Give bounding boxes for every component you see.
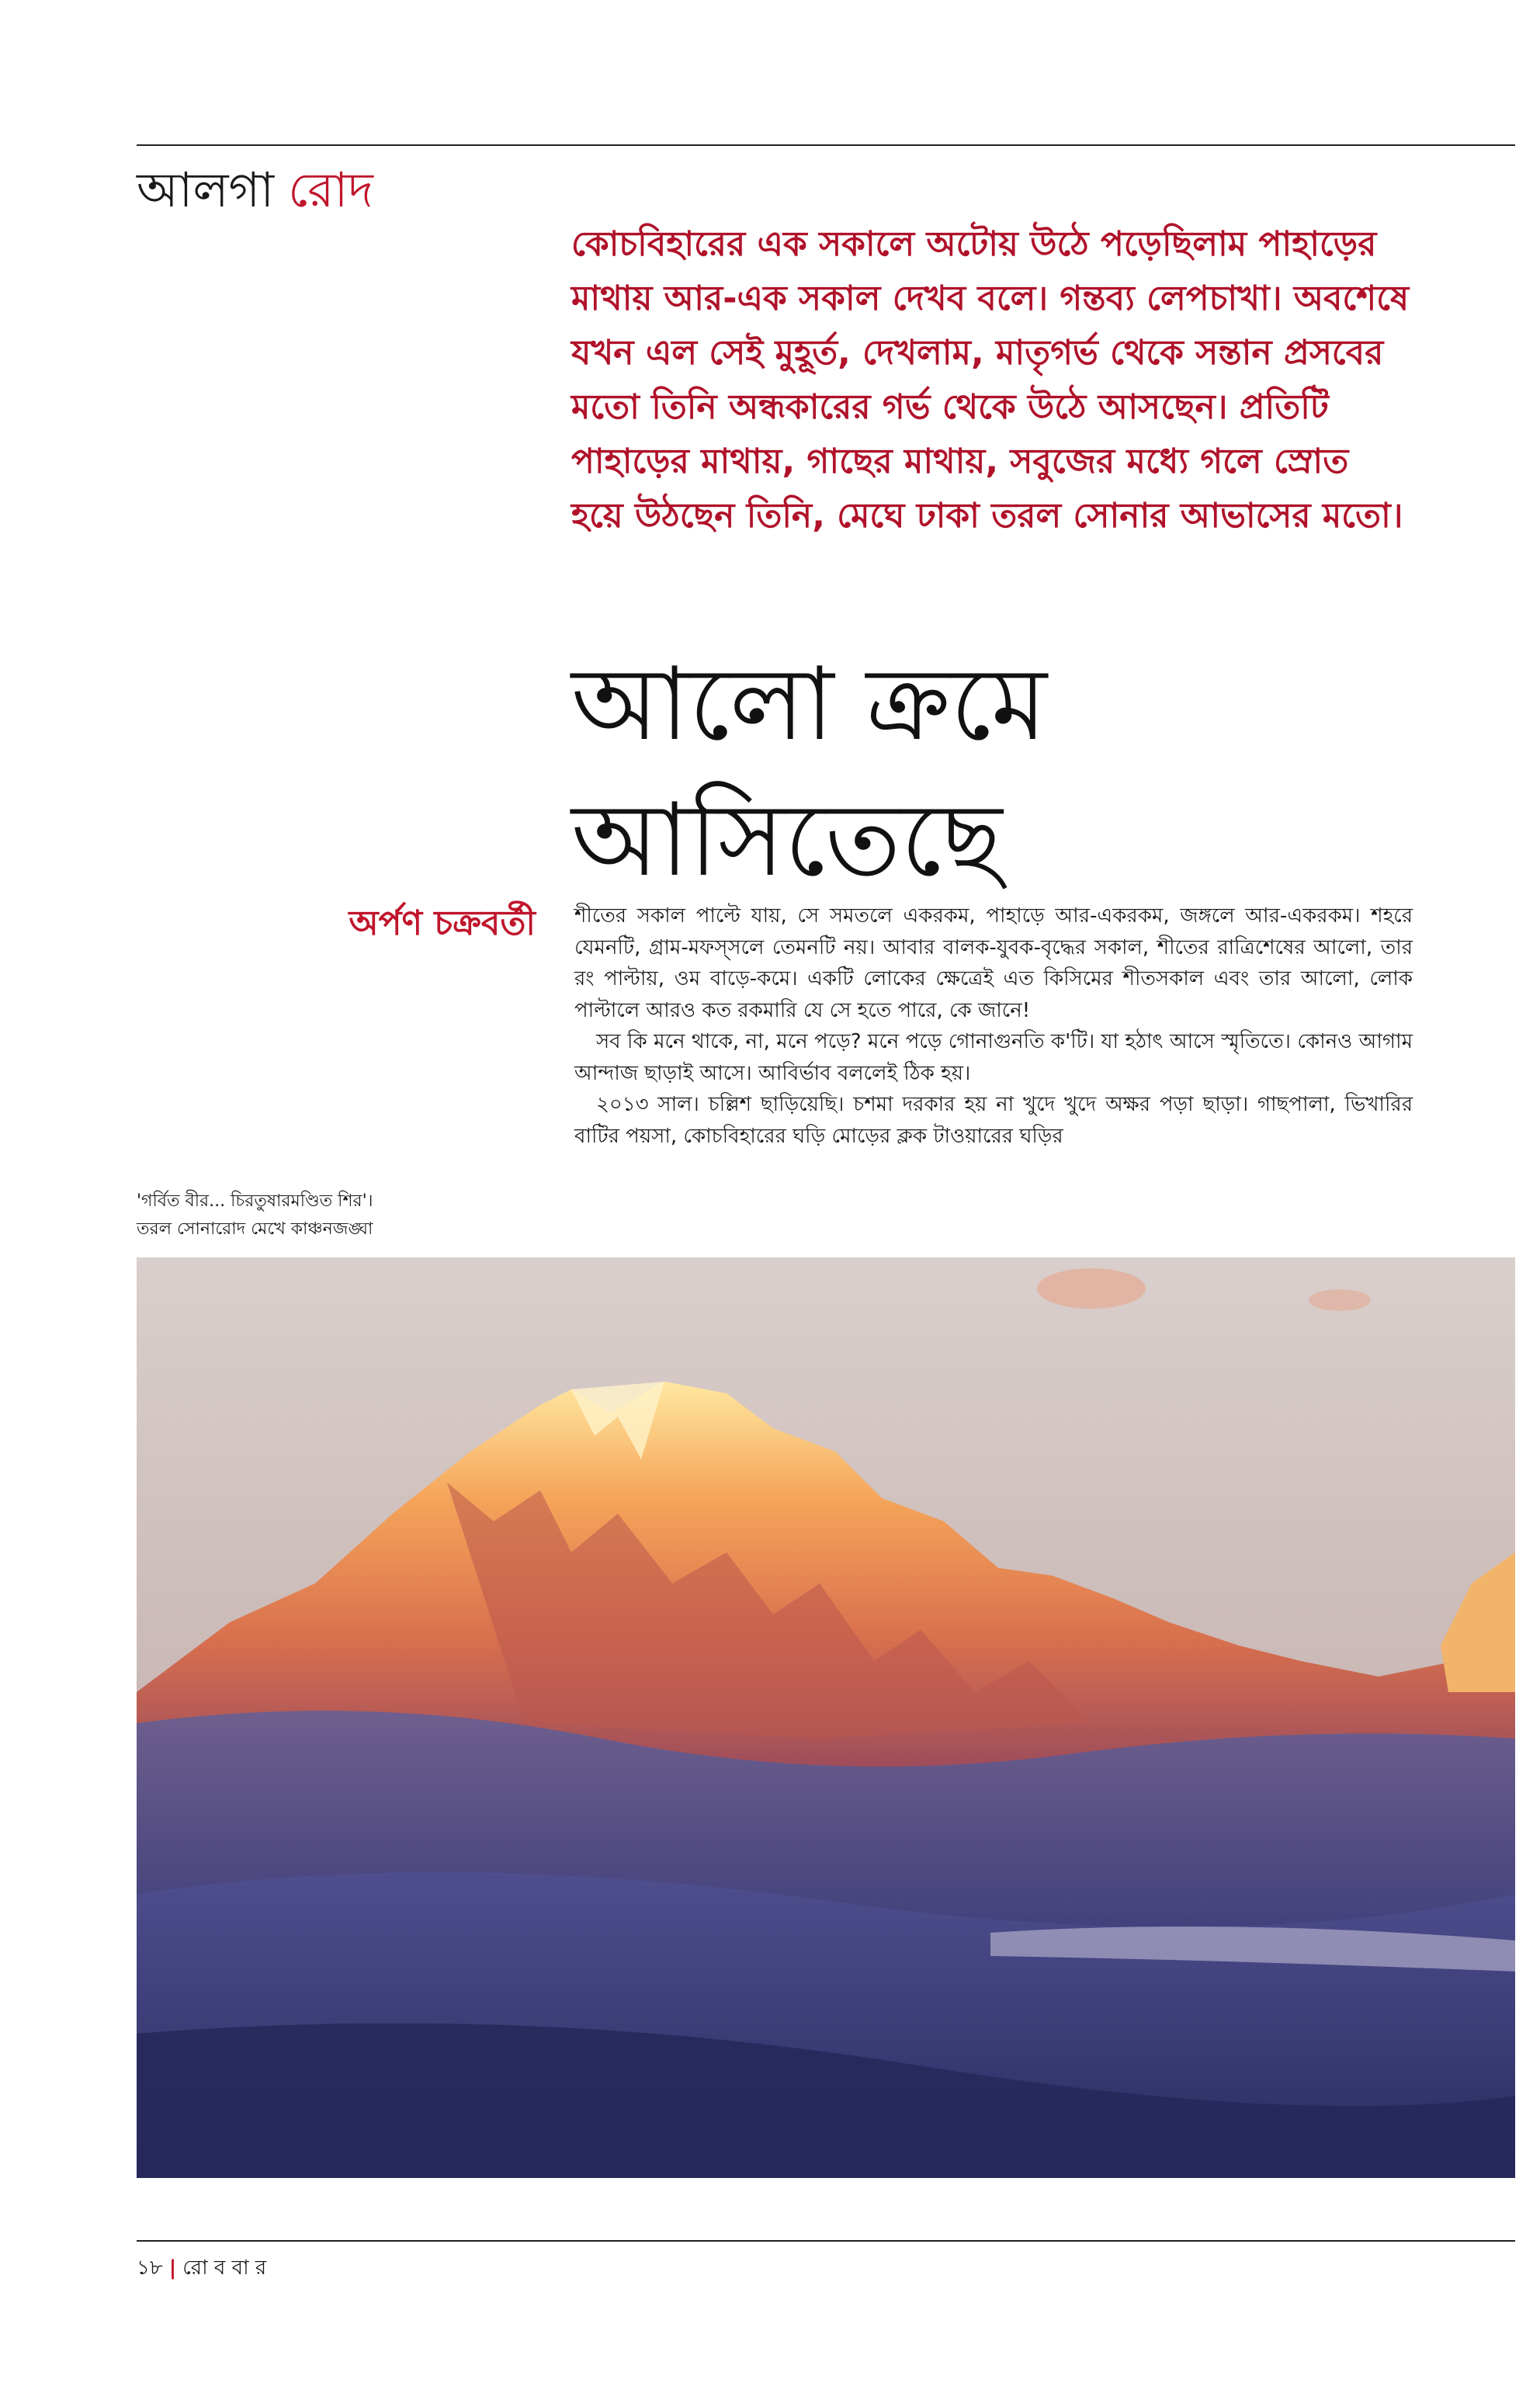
mountain-photo [137,1257,1515,2178]
article-headline [571,636,1472,908]
top-rule [137,144,1515,146]
page-footer [137,2254,266,2282]
section-title-word2: রোদ [288,161,373,218]
mountain-illustration [137,1257,1515,2178]
publication-name: রো ব বা র [182,2256,267,2280]
headline-line2: আসিতেছে [571,781,1003,899]
intro-paragraph: কোচবিহারের এক সকালে অটোয় উঠে পড়েছিলাম পাহাড়ের মাথায় আর-এক সকাল দেখব বলে। গন্তব্য লেপচাখা। অবশেষে যখন এল সেই মুহূর্ত, দেখলাম, মাতৃগর্ভ থেকে সন্তান প্রসবের মতো তিনি অন্ধকারের গর্ভ থেকে উঠে আসছেন। প্রতিটি পাহাড়ের মাথায়, গাছের মাথায়, সবুজের মধ্যে গলে স্রোত হয়ে উঠছেন তিনি, মেঘে ঢাকা তরল সোনার আভাসের মতো। [571,224,1410,536]
section-title-word1: আলগা [137,161,275,218]
body-paragraph-1: শীতের সকাল পাল্টে যায়, সে সমতলে একরকম, পাহাড়ে আর-একরকম, জঙ্গলে আর-একরকম। শহরে যেমনটি, গ্রাম-মফস্‌সলে তেমনটি নয়। আবার বালক-যুবক-বৃদ্ধের সকাল, শীতের রাত্রিশেষের আলো, তার রং পাল্টায়, ওম বাড়ে-কমে। একটি লোকের ক্ষেত্রেই এত কিসিমের শীতসকাল এবং তার আলো, লোক পাল্টালে আরও কত রকমারি যে সে হতে পারে, কে জানে! [574,904,1413,1022]
page-number: ১৮ [137,2256,163,2280]
footer-separator: | [168,2256,177,2280]
article-body [574,900,1413,1152]
photo-caption [137,1188,509,1243]
body-paragraph-3: ২০১৩ সাল। চল্লিশ ছাড়িয়েছি। চশমা দরকার হয় না খুদে খুদে অক্ষর পড়া ছাড়া। গাছপালা, ভিখারির বাটির পয়সা, কোচবিহারের ঘড়ি মোড়ের ক্লক টাওয়ারের ঘড়ির [574,1093,1413,1148]
bottom-rule [137,2240,1515,2242]
caption-line1: 'গর্বিত বীর... চিরতুষারমণ্ডিত শির'। [137,1191,373,1211]
caption-line2: তরল সোনারোদ মেখে কাঞ্চনজঙ্ঘা [137,1219,373,1239]
headline-line1: আলো ক্রমে [571,645,1047,763]
section-title [137,159,373,221]
author-byline: অর্পণ চক্রবর্তী [349,903,536,943]
body-paragraph-2: সব কি মনে থাকে, না, মনে পড়ে? মনে পড়ে গোনাগুনতি ক'টি। যা হঠাৎ আসে স্মৃতিতে। কোনও আগাম আন্দাজ ছাড়াই আসে। আবির্ভাব বললেই ঠিক হয়। [574,1030,1413,1085]
